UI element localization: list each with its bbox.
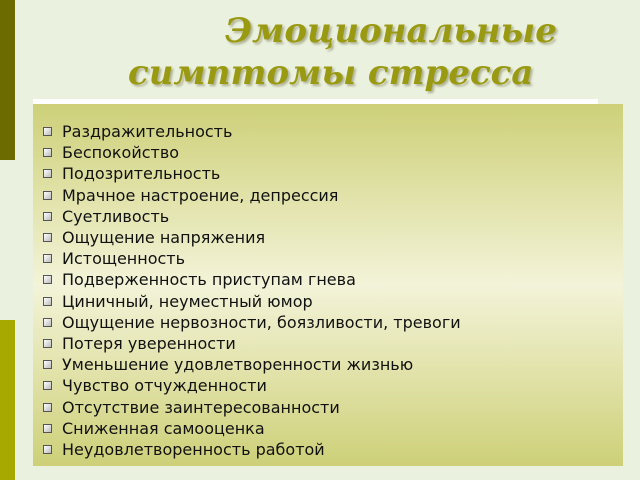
list-item-text: Ощущение нервозности, боязливости, тревоги: [62, 312, 461, 332]
list-item: [43, 418, 461, 439]
list-item: [43, 142, 461, 163]
square-bullet-icon: [43, 318, 52, 327]
square-bullet-icon: [43, 254, 52, 263]
list-item: [43, 185, 461, 206]
list-item: [43, 291, 461, 312]
square-bullet-icon: [43, 233, 52, 242]
list-item-text: Сниженная самооценка: [62, 418, 265, 438]
list-item-text: Потеря уверенности: [62, 333, 236, 353]
list-item-text: Уменьшение удовлетворенности жизнью: [62, 355, 414, 375]
square-bullet-icon: [43, 275, 52, 284]
list-item-text: Чувство отчужденности: [62, 376, 267, 396]
list-item-text: Раздражительность: [62, 122, 233, 142]
list-item-text: Истощенность: [62, 249, 186, 269]
list-item: [43, 269, 461, 290]
list-item-text: Отсутствие заинтересованности: [62, 397, 340, 417]
square-bullet-icon: [43, 403, 52, 412]
square-bullet-icon: [43, 381, 52, 390]
left-accent-bar-light: [0, 320, 15, 480]
list-item: [43, 333, 461, 354]
list-item-text: Неудовлетворенность работой: [62, 439, 325, 459]
list-item: [43, 227, 461, 248]
list-item: [43, 312, 461, 333]
square-bullet-icon: [43, 424, 52, 433]
list-item-text: Суетливость: [62, 206, 170, 226]
square-bullet-icon: [43, 445, 52, 454]
content-panel: [33, 104, 623, 466]
square-bullet-icon: [43, 360, 52, 369]
square-bullet-icon: [43, 148, 52, 157]
square-bullet-icon: [43, 169, 52, 178]
slide-title: [30, 10, 630, 94]
list-item: [43, 396, 461, 417]
slide-title-line-2: симптомы стресса: [128, 53, 534, 93]
list-item-text: Подозрительность: [62, 164, 221, 184]
square-bullet-icon: [43, 339, 52, 348]
left-accent-bar-dark: [0, 0, 15, 160]
square-bullet-icon: [43, 212, 52, 221]
symptom-list: [43, 121, 461, 460]
list-item-text: Ощущение напряжения: [62, 228, 266, 248]
list-item: [43, 248, 461, 269]
slide-title-line-1: Эмоциональные: [225, 11, 557, 51]
square-bullet-icon: [43, 297, 52, 306]
list-item: [43, 206, 461, 227]
square-bullet-icon: [43, 191, 52, 200]
list-item-text: Подверженность приступам гнева: [62, 270, 356, 290]
list-item: [43, 354, 461, 375]
list-item: [43, 439, 461, 460]
list-item: [43, 375, 461, 396]
list-item-text: Мрачное настроение, депрессия: [62, 185, 339, 205]
square-bullet-icon: [43, 127, 52, 136]
list-item: [43, 163, 461, 184]
list-item-text: Беспокойство: [62, 143, 180, 163]
list-item: [43, 121, 461, 142]
list-item-text: Циничный, неуместный юмор: [62, 291, 313, 311]
